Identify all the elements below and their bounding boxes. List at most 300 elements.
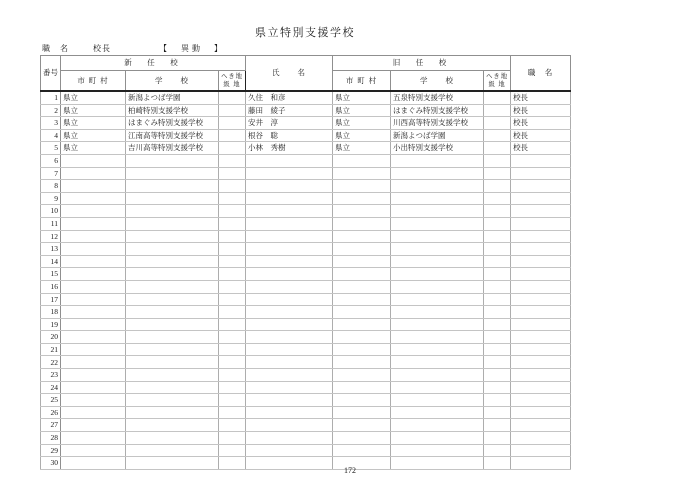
cell-new-hekichi bbox=[219, 117, 246, 130]
cell-new-hekichi bbox=[219, 142, 246, 155]
cell-old-city bbox=[333, 217, 391, 230]
cell-old-city: 県立 bbox=[333, 91, 391, 104]
cell-new-school: 吉川高等特別支援学校 bbox=[126, 142, 219, 155]
cell-new-city bbox=[61, 230, 126, 243]
cell-new-city bbox=[61, 167, 126, 180]
cell-new-school bbox=[126, 293, 219, 306]
cell-old-title: 校長 bbox=[511, 91, 571, 104]
cell-old-title: 校長 bbox=[511, 117, 571, 130]
table-row bbox=[41, 192, 571, 205]
cell-old-hekichi bbox=[484, 381, 511, 394]
cell-new-school bbox=[126, 167, 219, 180]
cell-row-number: 3 bbox=[41, 117, 61, 130]
cell-old-title bbox=[511, 167, 571, 180]
cell-old-school bbox=[391, 306, 484, 319]
cell-row-number: 7 bbox=[41, 167, 61, 180]
page-number: 172 bbox=[344, 466, 356, 475]
transfer-table-container bbox=[40, 55, 571, 470]
cell-new-hekichi bbox=[219, 129, 246, 142]
table-row bbox=[41, 142, 571, 155]
cell-person-name bbox=[246, 180, 333, 193]
cell-old-school: 小出特別支援学校 bbox=[391, 142, 484, 155]
col-header-old-school-group: 旧 任 校 bbox=[333, 56, 511, 71]
cell-new-hekichi bbox=[219, 243, 246, 256]
cell-old-school bbox=[391, 217, 484, 230]
cell-new-school bbox=[126, 268, 219, 281]
cell-new-hekichi bbox=[219, 192, 246, 205]
cell-old-city: 県立 bbox=[333, 129, 391, 142]
cell-old-school bbox=[391, 444, 484, 457]
cell-row-number: 30 bbox=[41, 457, 61, 470]
cell-new-city bbox=[61, 343, 126, 356]
cell-new-school: 柏崎特別支援学校 bbox=[126, 104, 219, 117]
header-group-row bbox=[41, 56, 571, 71]
cell-old-hekichi bbox=[484, 205, 511, 218]
cell-person-name bbox=[246, 381, 333, 394]
cell-row-number: 6 bbox=[41, 154, 61, 167]
cell-old-hekichi bbox=[484, 117, 511, 130]
cell-row-number: 18 bbox=[41, 306, 61, 319]
cell-new-city bbox=[61, 293, 126, 306]
cell-person-name bbox=[246, 306, 333, 319]
cell-new-hekichi bbox=[219, 394, 246, 407]
cell-old-city bbox=[333, 154, 391, 167]
table-row bbox=[41, 318, 571, 331]
cell-old-hekichi bbox=[484, 356, 511, 369]
cell-old-hekichi bbox=[484, 243, 511, 256]
table-row bbox=[41, 117, 571, 130]
cell-old-city bbox=[333, 419, 391, 432]
cell-row-number: 9 bbox=[41, 192, 61, 205]
cell-old-hekichi bbox=[484, 268, 511, 281]
cell-old-hekichi bbox=[484, 280, 511, 293]
col-header-old-city: 市 町 村 bbox=[333, 71, 391, 92]
position-label: 職 名 bbox=[42, 44, 69, 53]
cell-old-hekichi bbox=[484, 142, 511, 155]
table-row bbox=[41, 154, 571, 167]
table-row bbox=[41, 268, 571, 281]
table-row bbox=[41, 406, 571, 419]
cell-row-number: 26 bbox=[41, 406, 61, 419]
cell-old-city bbox=[333, 180, 391, 193]
cell-old-hekichi bbox=[484, 331, 511, 344]
cell-person-name bbox=[246, 406, 333, 419]
cell-old-title: 校長 bbox=[511, 104, 571, 117]
cell-old-title bbox=[511, 180, 571, 193]
cell-old-school bbox=[391, 381, 484, 394]
cell-old-title bbox=[511, 419, 571, 432]
cell-new-hekichi bbox=[219, 293, 246, 306]
table-row bbox=[41, 91, 571, 104]
table-row bbox=[41, 205, 571, 218]
cell-old-hekichi bbox=[484, 343, 511, 356]
cell-new-city bbox=[61, 255, 126, 268]
cell-old-city bbox=[333, 167, 391, 180]
cell-old-title bbox=[511, 306, 571, 319]
cell-old-hekichi bbox=[484, 192, 511, 205]
cell-new-school bbox=[126, 192, 219, 205]
cell-old-hekichi bbox=[484, 432, 511, 445]
table-row bbox=[41, 331, 571, 344]
cell-row-number: 29 bbox=[41, 444, 61, 457]
cell-person-name bbox=[246, 217, 333, 230]
cell-old-title bbox=[511, 343, 571, 356]
table-row bbox=[41, 381, 571, 394]
cell-old-city bbox=[333, 356, 391, 369]
cell-new-school bbox=[126, 419, 219, 432]
table-row bbox=[41, 419, 571, 432]
cell-person-name bbox=[246, 419, 333, 432]
cell-person-name bbox=[246, 356, 333, 369]
cell-old-school bbox=[391, 318, 484, 331]
cell-new-city bbox=[61, 369, 126, 382]
col-header-name: 氏 名 bbox=[246, 56, 333, 92]
cell-person-name bbox=[246, 432, 333, 445]
cell-old-title: 校長 bbox=[511, 129, 571, 142]
cell-old-city bbox=[333, 444, 391, 457]
cell-new-school bbox=[126, 318, 219, 331]
cell-new-school bbox=[126, 369, 219, 382]
cell-old-city: 県立 bbox=[333, 104, 391, 117]
cell-old-school bbox=[391, 255, 484, 268]
cell-old-school bbox=[391, 154, 484, 167]
cell-row-number: 12 bbox=[41, 230, 61, 243]
col-header-number: 番号 bbox=[41, 56, 61, 92]
cell-row-number: 10 bbox=[41, 205, 61, 218]
cell-person-name bbox=[246, 192, 333, 205]
cell-old-hekichi bbox=[484, 217, 511, 230]
cell-old-title bbox=[511, 255, 571, 268]
cell-new-city bbox=[61, 205, 126, 218]
cell-old-title bbox=[511, 369, 571, 382]
cell-person-name bbox=[246, 243, 333, 256]
cell-old-title bbox=[511, 280, 571, 293]
table-row bbox=[41, 167, 571, 180]
table-row bbox=[41, 306, 571, 319]
cell-person-name: 安井 淳 bbox=[246, 117, 333, 130]
cell-person-name bbox=[246, 343, 333, 356]
cell-row-number: 13 bbox=[41, 243, 61, 256]
cell-old-hekichi bbox=[484, 129, 511, 142]
cell-new-school bbox=[126, 230, 219, 243]
col-header-new-school-group: 新 任 校 bbox=[61, 56, 246, 71]
cell-new-school bbox=[126, 205, 219, 218]
cell-person-name: 藤田 綾子 bbox=[246, 104, 333, 117]
cell-new-city bbox=[61, 268, 126, 281]
cell-new-hekichi bbox=[219, 217, 246, 230]
cell-new-hekichi bbox=[219, 406, 246, 419]
cell-old-hekichi bbox=[484, 91, 511, 104]
cell-old-city bbox=[333, 243, 391, 256]
cell-new-school: 江南高等特別支援学校 bbox=[126, 129, 219, 142]
cell-old-city bbox=[333, 230, 391, 243]
cell-old-title bbox=[511, 230, 571, 243]
cell-old-city: 県立 bbox=[333, 117, 391, 130]
cell-old-city bbox=[333, 432, 391, 445]
cell-new-city bbox=[61, 243, 126, 256]
cell-row-number: 19 bbox=[41, 318, 61, 331]
cell-new-school bbox=[126, 217, 219, 230]
cell-new-hekichi bbox=[219, 255, 246, 268]
cell-row-number: 28 bbox=[41, 432, 61, 445]
table-row bbox=[41, 369, 571, 382]
table-row bbox=[41, 129, 571, 142]
col-header-old-school: 学 校 bbox=[391, 71, 484, 92]
col-header-new-city: 市 町 村 bbox=[61, 71, 126, 92]
cell-new-city bbox=[61, 154, 126, 167]
cell-old-title bbox=[511, 444, 571, 457]
table-row bbox=[41, 255, 571, 268]
cell-new-school bbox=[126, 331, 219, 344]
position-line bbox=[42, 43, 225, 54]
cell-row-number: 22 bbox=[41, 356, 61, 369]
cell-old-title bbox=[511, 192, 571, 205]
table-row bbox=[41, 293, 571, 306]
table-row bbox=[41, 444, 571, 457]
cell-person-name bbox=[246, 205, 333, 218]
cell-new-city: 県立 bbox=[61, 142, 126, 155]
table-row bbox=[41, 280, 571, 293]
cell-person-name bbox=[246, 230, 333, 243]
cell-old-hekichi bbox=[484, 394, 511, 407]
cell-row-number: 27 bbox=[41, 419, 61, 432]
cell-row-number: 21 bbox=[41, 343, 61, 356]
cell-row-number: 16 bbox=[41, 280, 61, 293]
cell-old-title bbox=[511, 293, 571, 306]
cell-old-title bbox=[511, 217, 571, 230]
cell-new-hekichi bbox=[219, 331, 246, 344]
cell-old-hekichi bbox=[484, 255, 511, 268]
cell-old-school bbox=[391, 343, 484, 356]
cell-new-hekichi bbox=[219, 432, 246, 445]
col-header-new-school: 学 校 bbox=[126, 71, 219, 92]
cell-new-school bbox=[126, 154, 219, 167]
cell-old-city bbox=[333, 255, 391, 268]
cell-new-city: 県立 bbox=[61, 117, 126, 130]
cell-old-title bbox=[511, 318, 571, 331]
cell-new-hekichi bbox=[219, 167, 246, 180]
cell-old-hekichi bbox=[484, 419, 511, 432]
cell-new-city bbox=[61, 180, 126, 193]
cell-person-name bbox=[246, 293, 333, 306]
cell-old-school bbox=[391, 180, 484, 193]
cell-old-city bbox=[333, 280, 391, 293]
cell-old-city bbox=[333, 318, 391, 331]
page-title: 県立特別支援学校 bbox=[255, 27, 355, 39]
cell-old-city bbox=[333, 369, 391, 382]
cell-person-name bbox=[246, 280, 333, 293]
cell-new-school: 新潟よつば学園 bbox=[126, 91, 219, 104]
table-row bbox=[41, 217, 571, 230]
cell-old-title: 校長 bbox=[511, 142, 571, 155]
table-header bbox=[41, 56, 571, 92]
cell-new-school bbox=[126, 343, 219, 356]
cell-old-school bbox=[391, 293, 484, 306]
cell-row-number: 20 bbox=[41, 331, 61, 344]
cell-person-name bbox=[246, 268, 333, 281]
cell-person-name bbox=[246, 394, 333, 407]
cell-person-name: 久住 和彦 bbox=[246, 91, 333, 104]
cell-new-school bbox=[126, 406, 219, 419]
table-row bbox=[41, 230, 571, 243]
cell-old-title bbox=[511, 394, 571, 407]
cell-new-school bbox=[126, 444, 219, 457]
cell-new-city bbox=[61, 217, 126, 230]
cell-old-city bbox=[333, 331, 391, 344]
cell-new-school bbox=[126, 280, 219, 293]
cell-old-title bbox=[511, 268, 571, 281]
table-row bbox=[41, 343, 571, 356]
cell-row-number: 24 bbox=[41, 381, 61, 394]
table-row bbox=[41, 432, 571, 445]
cell-row-number: 8 bbox=[41, 180, 61, 193]
cell-new-school bbox=[126, 243, 219, 256]
cell-old-school bbox=[391, 406, 484, 419]
cell-new-city bbox=[61, 192, 126, 205]
cell-new-hekichi bbox=[219, 104, 246, 117]
cell-person-name: 小林 秀樹 bbox=[246, 142, 333, 155]
cell-old-hekichi bbox=[484, 306, 511, 319]
cell-old-title bbox=[511, 205, 571, 218]
cell-old-city bbox=[333, 293, 391, 306]
table-row bbox=[41, 356, 571, 369]
cell-new-hekichi bbox=[219, 306, 246, 319]
cell-new-hekichi bbox=[219, 154, 246, 167]
cell-old-school bbox=[391, 369, 484, 382]
cell-new-hekichi bbox=[219, 444, 246, 457]
col-header-title: 職 名 bbox=[511, 56, 571, 92]
cell-new-city bbox=[61, 356, 126, 369]
cell-old-city: 県立 bbox=[333, 142, 391, 155]
cell-old-hekichi bbox=[484, 167, 511, 180]
cell-new-school bbox=[126, 432, 219, 445]
cell-old-school bbox=[391, 167, 484, 180]
cell-row-number: 15 bbox=[41, 268, 61, 281]
cell-new-school bbox=[126, 394, 219, 407]
cell-new-city bbox=[61, 318, 126, 331]
cell-old-hekichi bbox=[484, 293, 511, 306]
transfer-table bbox=[40, 55, 571, 470]
cell-row-number: 25 bbox=[41, 394, 61, 407]
cell-old-title bbox=[511, 432, 571, 445]
cell-new-hekichi bbox=[219, 205, 246, 218]
cell-old-school bbox=[391, 205, 484, 218]
cell-new-school bbox=[126, 306, 219, 319]
cell-row-number: 23 bbox=[41, 369, 61, 382]
cell-old-school: 新潟よつば学園 bbox=[391, 129, 484, 142]
col-header-old-hekichi: へき地 級 地 bbox=[484, 71, 511, 92]
table-row bbox=[41, 180, 571, 193]
cell-old-title bbox=[511, 381, 571, 394]
cell-old-hekichi bbox=[484, 406, 511, 419]
cell-old-school bbox=[391, 394, 484, 407]
cell-new-city bbox=[61, 394, 126, 407]
cell-new-hekichi bbox=[219, 180, 246, 193]
cell-old-school bbox=[391, 331, 484, 344]
cell-old-city bbox=[333, 306, 391, 319]
cell-new-school bbox=[126, 356, 219, 369]
cell-new-school bbox=[126, 255, 219, 268]
cell-new-hekichi bbox=[219, 230, 246, 243]
cell-old-school: 川西高等特別支援学校 bbox=[391, 117, 484, 130]
cell-old-school: はまぐみ特別支援学校 bbox=[391, 104, 484, 117]
cell-new-hekichi bbox=[219, 91, 246, 104]
cell-old-school bbox=[391, 192, 484, 205]
cell-new-hekichi bbox=[219, 343, 246, 356]
cell-row-number: 5 bbox=[41, 142, 61, 155]
cell-row-number: 1 bbox=[41, 91, 61, 104]
cell-old-school bbox=[391, 356, 484, 369]
cell-new-city bbox=[61, 306, 126, 319]
cell-person-name bbox=[246, 154, 333, 167]
cell-old-city bbox=[333, 381, 391, 394]
cell-new-school bbox=[126, 180, 219, 193]
cell-old-school bbox=[391, 280, 484, 293]
cell-old-city bbox=[333, 268, 391, 281]
cell-new-hekichi bbox=[219, 356, 246, 369]
cell-old-school bbox=[391, 230, 484, 243]
cell-new-city bbox=[61, 406, 126, 419]
cell-old-hekichi bbox=[484, 444, 511, 457]
cell-old-school bbox=[391, 243, 484, 256]
cell-old-school bbox=[391, 268, 484, 281]
cell-old-city bbox=[333, 394, 391, 407]
cell-old-hekichi bbox=[484, 318, 511, 331]
cell-new-city bbox=[61, 432, 126, 445]
cell-new-hekichi bbox=[219, 268, 246, 281]
cell-old-school bbox=[391, 419, 484, 432]
cell-old-title bbox=[511, 243, 571, 256]
cell-new-school: はまぐみ特別支援学校 bbox=[126, 117, 219, 130]
cell-new-city: 県立 bbox=[61, 129, 126, 142]
table-row bbox=[41, 394, 571, 407]
cell-old-school: 五泉特別支援学校 bbox=[391, 91, 484, 104]
cell-person-name bbox=[246, 167, 333, 180]
cell-old-hekichi bbox=[484, 154, 511, 167]
cell-new-hekichi bbox=[219, 381, 246, 394]
cell-new-school bbox=[126, 381, 219, 394]
cell-old-title bbox=[511, 154, 571, 167]
position-value: 校長 bbox=[93, 44, 111, 53]
cell-row-number: 4 bbox=[41, 129, 61, 142]
cell-old-city bbox=[333, 343, 391, 356]
cell-new-city: 県立 bbox=[61, 104, 126, 117]
cell-new-city bbox=[61, 331, 126, 344]
cell-new-hekichi bbox=[219, 280, 246, 293]
col-header-new-hekichi: へき地 級 地 bbox=[219, 71, 246, 92]
table-body bbox=[41, 91, 571, 469]
cell-row-number: 17 bbox=[41, 293, 61, 306]
cell-new-city bbox=[61, 280, 126, 293]
table-row bbox=[41, 104, 571, 117]
cell-old-hekichi bbox=[484, 369, 511, 382]
change-type-label: 【 異動 】 bbox=[159, 44, 225, 53]
cell-old-title bbox=[511, 356, 571, 369]
cell-row-number: 2 bbox=[41, 104, 61, 117]
cell-old-hekichi bbox=[484, 180, 511, 193]
cell-new-city bbox=[61, 419, 126, 432]
table-row bbox=[41, 243, 571, 256]
cell-new-hekichi bbox=[219, 318, 246, 331]
cell-old-title bbox=[511, 406, 571, 419]
cell-new-hekichi bbox=[219, 369, 246, 382]
cell-old-city bbox=[333, 205, 391, 218]
cell-person-name bbox=[246, 331, 333, 344]
cell-new-city bbox=[61, 381, 126, 394]
cell-old-hekichi bbox=[484, 230, 511, 243]
cell-old-school bbox=[391, 432, 484, 445]
cell-old-title bbox=[511, 331, 571, 344]
